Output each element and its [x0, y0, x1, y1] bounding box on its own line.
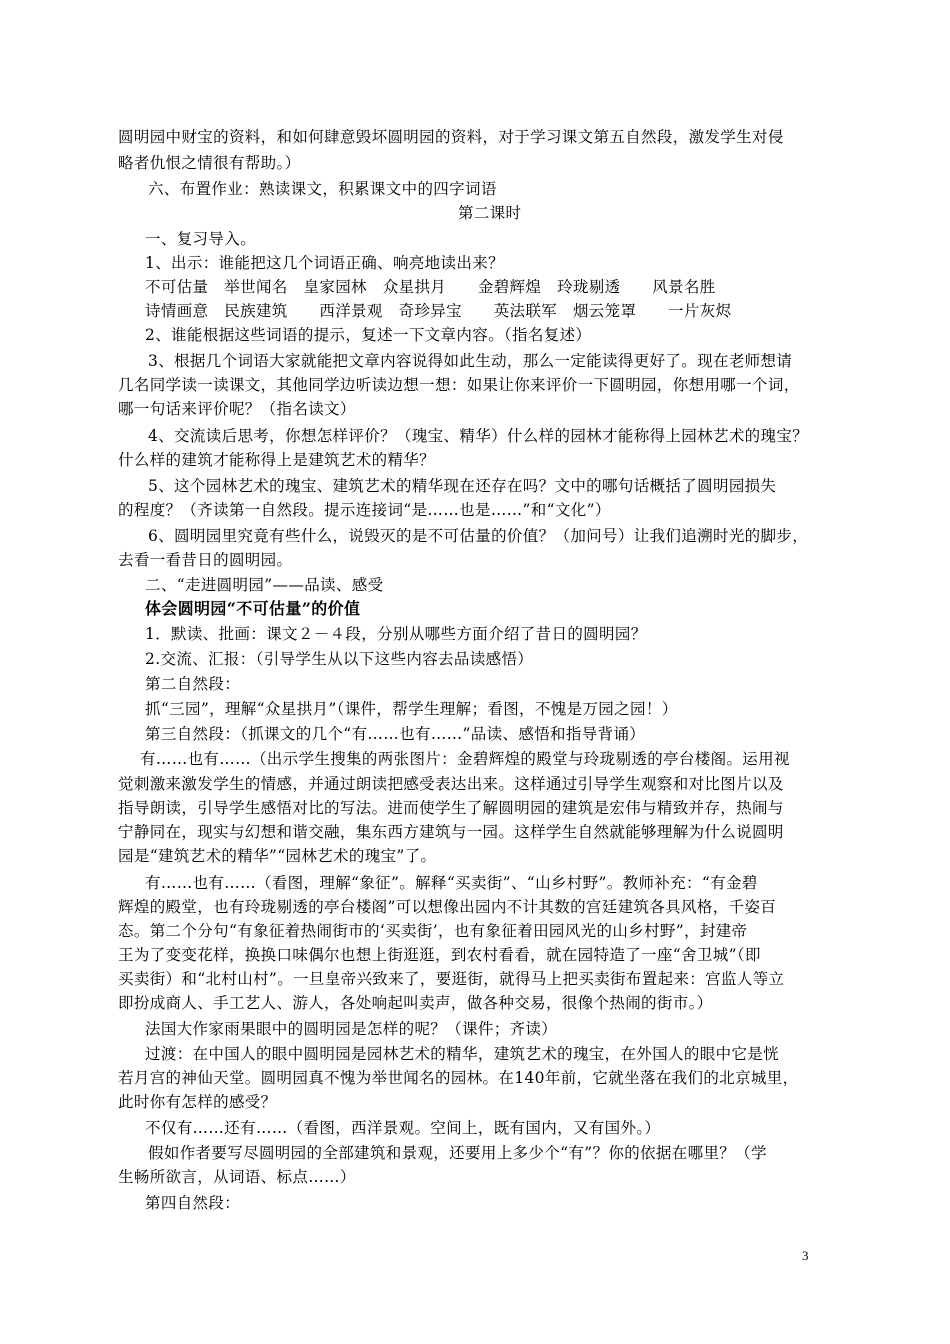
text-line: 6、圆明园里究竟有些什么，说毁灭的是不可估量的价值？（加问号）让我们追溯时光的脚步， [148, 527, 809, 545]
section-heading: 第二课时 [458, 204, 522, 222]
text-line: 圆明园中财宝的资料，和如何肆意毁坏圆明园的资料，对于学习课文第五自然段，激发学生对侵 [118, 128, 784, 146]
text-line: 宁静同在，现实与幻想和谐交融，集东西方建筑与一园。这样学生自然就能够理解为什么说圆明 [118, 823, 784, 841]
text-line: 觉刺激来激发学生的情感，并通过朗读把感受表达出来。这样通过引导学生观察和对比图片以及 [118, 775, 784, 793]
text-line: 1、出示：谁能把这几个词语正确、响亮地读出来？ [145, 254, 504, 272]
text-line: 买卖街）和“北村山村”。一旦皇帝兴致来了，要逛街，就得马上把买卖街布置起来：宫监人等立 [118, 970, 785, 988]
text-line: 生畅所欲言，从词语、标点……） [118, 1168, 356, 1186]
text-line: 王为了变变花样，换换口味偶尔也想上街逛逛，到农村看看，就在园特造了一座“舍卫城”（即 [118, 946, 761, 964]
bold-subheading: 体会圆明园“不可估量”的价值 [145, 599, 361, 618]
text-line: 此时你有怎样的感受？ [118, 1093, 277, 1111]
text-line: 园是“建筑艺术的精华”“园林艺术的瑰宝”了。 [118, 847, 437, 865]
text-line: 的程度？（齐读第一自然段。提示连接词“是……也是……”和“文化”） [118, 501, 611, 519]
text-line: 态。第二个分句“有象征着热闹街市的‘买卖街’，也有象征着田园风光的山乡村野”，封建帝 [118, 922, 748, 940]
page-number: 3 [802, 1248, 809, 1263]
word-list-line: 不可估量 举世闻名 皇家园林 众星拱月 金碧辉煌 玲珑剔透 风景名胜 [145, 278, 716, 296]
text-line: 什么样的建筑才能称得上是建筑艺术的精华？ [118, 451, 436, 469]
text-line: 辉煌的殿堂，也有玲珑剔透的亭台楼阁”可以想像出园内不计其数的宫廷建筑各具风格，千姿百 [118, 898, 777, 916]
text-line: 5、这个园林艺术的瑰宝、建筑艺术的精华现在还存在吗？文中的哪句话概括了圆明园损失 [148, 477, 777, 495]
text-line: 二、“走进圆明园”——品读、感受 [145, 576, 384, 594]
text-line: 过渡：在中国人的眼中圆明园是园林艺术的精华，建筑艺术的瑰宝，在外国人的眼中它是恍 [145, 1045, 780, 1063]
text-line: 若月宫的神仙天堂。圆明园真不愧为举世闻名的园林。在140年前，它就坐落在我们的北京城里， [118, 1069, 799, 1087]
text-line: 2.交流、汇报：（引导学生从以下这些内容去品读感悟） [145, 650, 534, 668]
text-line: 略者仇恨之情很有帮助。） [118, 154, 301, 172]
text-line: 几名同学读一读课文，其他同学边听读边想一想：如果让你来评价一下圆明园，你想用哪一个词， [118, 376, 800, 394]
text-line: 即扮成商人、手工艺人、游人，各处响起叫卖声，做各种交易，很像个热闹的街市。） [118, 994, 713, 1012]
text-line: 第三自然段：（抓课文的几个“有……也有……”品读、感悟和指导背诵） [145, 725, 646, 743]
text-line: 第四自然段： [145, 1194, 241, 1212]
text-line: 抓“三园”，理解“众星拱月”（课件，帮学生理解；看图，不愧是万园之园！） [145, 700, 678, 718]
text-line: 有……也有……（看图，理解“象征”。解释“买卖街”、“山乡村野”。教师补充：“有金碧 [145, 874, 758, 892]
text-line: 3、根据几个词语大家就能把文章内容说得如此生动，那么一定能读得更好了。现在老师想请 [148, 352, 793, 370]
text-line: 不仅有……还有……（看图，西洋景观。空间上，既有国内，又有国外。） [145, 1119, 661, 1137]
word-list-line: 诗情画意 民族建筑 西洋景观 奇珍异宝 英法联军 烟云笼罩 一片灰烬 [145, 302, 732, 320]
text-line: 2、谁能根据这些词语的提示，复述一下文章内容。（指名复述） [145, 326, 592, 344]
text-line: 哪一句话来评价呢？（指名读文） [118, 400, 356, 418]
text-line: 假如作者要写尽圆明园的全部建筑和景观，还要用上多少个“有”？你的依据在哪里？（学 [148, 1144, 767, 1162]
text-line: 1．默读、批画：课文２－４段，分别从哪些方面介绍了昔日的圆明园？ [145, 625, 647, 643]
text-line: 一、复习导入。 [145, 230, 256, 248]
text-line: 有……也有……（出示学生搜集的两张图片：金碧辉煌的殿堂与玲珑剔透的亭台楼阁。运用视 [140, 750, 790, 768]
text-line: 指导朗读，引导学生感悟对比的写法。进而使学生了解圆明园的建筑是宏伟与精致并存，热闹与 [118, 799, 784, 817]
text-line: 去看一看昔日的圆明园。 [118, 551, 293, 569]
text-line: 六、布置作业：熟读课文，积累课文中的四字词语 [148, 180, 497, 198]
text-line: 第二自然段： [145, 675, 241, 693]
text-line: 4、交流读后思考，你想怎样评价？（瑰宝、精华）什么样的园林才能称得上园林艺术的瑰宝？ [148, 427, 809, 445]
text-line: 法国大作家雨果眼中的圆明园是怎样的呢？（课件；齐读） [145, 1020, 558, 1038]
